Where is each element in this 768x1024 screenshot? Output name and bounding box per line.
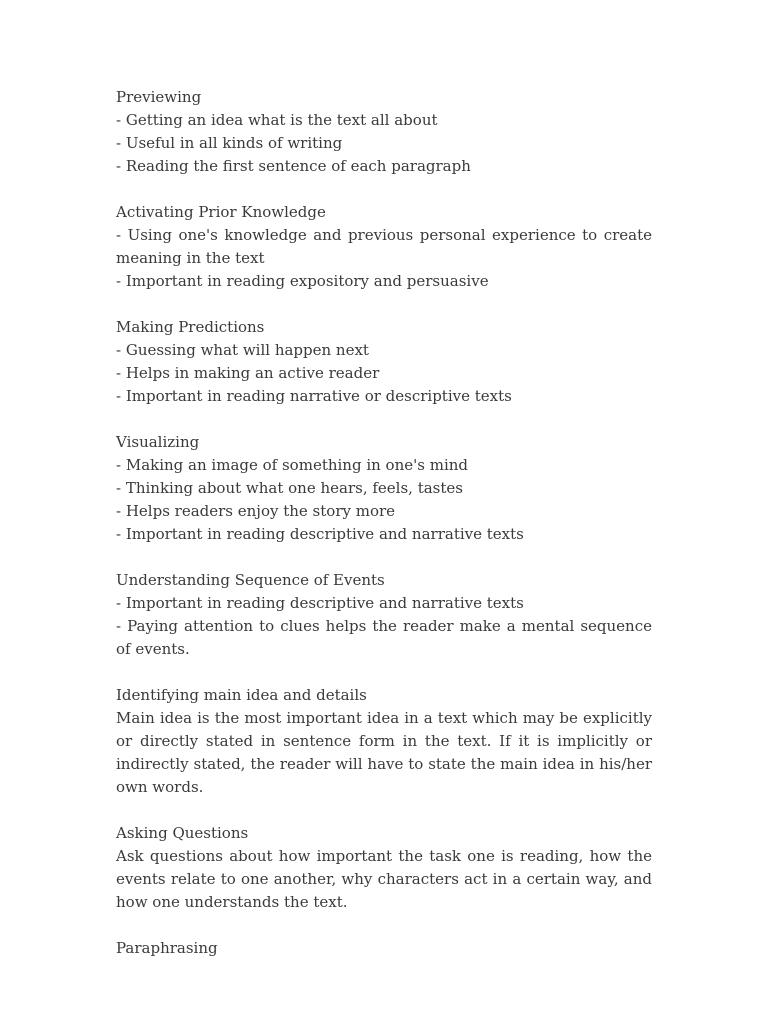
section-heading: Understanding Sequence of Events (116, 571, 385, 589)
section-heading: Paraphrasing (116, 939, 218, 957)
section-heading: Previewing (116, 88, 202, 106)
bullet-item: - Important in reading descriptive and narrative texts (116, 525, 524, 543)
bullet-item: - Getting an idea what is the text all about (116, 111, 438, 129)
bullet-item: - Helps in making an active reader (116, 364, 380, 382)
section-paragraph: Main idea is the most important idea in a text which may be explicitly or directly stated in sentence form in the text. If it is implicitly or indirectly stated, the reader will have to state the main idea in his/her own words. (116, 709, 652, 796)
section-making-predictions (116, 316, 652, 408)
bullet-item: - Important in reading narrative or descriptive texts (116, 387, 512, 405)
section-heading: Identifying main idea and details (116, 686, 367, 704)
bullet-item: - Paying attention to clues helps the reader make a mental sequence of events. (116, 617, 652, 658)
section-paraphrasing (116, 937, 652, 960)
section-understanding-sequence (116, 569, 652, 661)
section-heading: Activating Prior Knowledge (116, 203, 326, 221)
bullet-item: - Using one's knowledge and previous personal experience to create meaning in the text (116, 226, 652, 267)
section-asking-questions (116, 822, 652, 914)
section-heading: Visualizing (116, 433, 200, 451)
section-previewing (116, 86, 652, 178)
document-page (116, 86, 652, 983)
bullet-item: - Thinking about what one hears, feels, tastes (116, 479, 463, 497)
section-heading: Asking Questions (116, 824, 249, 842)
section-visualizing (116, 431, 652, 546)
bullet-item: - Reading the first sentence of each paragraph (116, 157, 471, 175)
section-identifying-main-idea (116, 684, 652, 799)
bullet-item: - Helps readers enjoy the story more (116, 502, 396, 520)
section-activating-prior-knowledge (116, 201, 652, 293)
section-paragraph: Ask questions about how important the task one is reading, how the events relate to one another, why characters act in a certain way, and how one understands the text. (116, 847, 652, 911)
bullet-item: - Guessing what will happen next (116, 341, 369, 359)
bullet-item: - Important in reading descriptive and narrative texts (116, 594, 524, 612)
bullet-item: - Useful in all kinds of writing (116, 134, 343, 152)
bullet-item: - Important in reading expository and persuasive (116, 272, 489, 290)
bullet-item: - Making an image of something in one's mind (116, 456, 469, 474)
section-heading: Making Predictions (116, 318, 265, 336)
